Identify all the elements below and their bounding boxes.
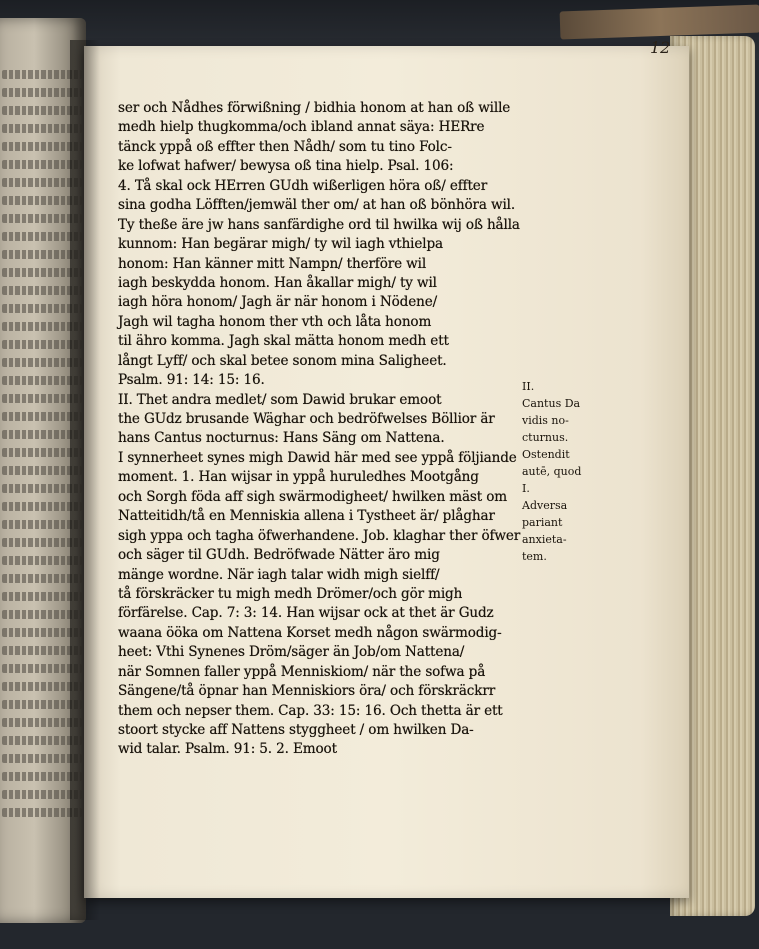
text-line: wid talar. Psalm. 91: 5. 2. Emoot	[118, 741, 337, 758]
gutter-shadow	[70, 40, 100, 920]
text-line: honom: Han känner mitt Nampn/ therföre wil	[118, 255, 427, 272]
text-line: mänge wordne. När iagh talar widh migh sielff/	[118, 566, 440, 583]
margin-note-line: vidis no-	[522, 414, 569, 427]
text-line: them och nepser them. Cap. 33: 15: 16. Och thetta är ett	[118, 702, 503, 719]
text-line: Ty theße äre jw hans sanfärdighe ord til hwilka wij oß hålla	[118, 216, 520, 233]
text-line: moment. 1. Han wijsar in yppå huruledhes Mootgång	[118, 469, 479, 486]
margin-note-line: I.	[522, 482, 530, 495]
text-line: the GUdz brusande Wäghar och bedröfwelses Böllior är	[118, 411, 495, 427]
margin-note-line: anxieta-	[522, 533, 567, 546]
text-line: förfärelse. Cap. 7: 3: 14. Han wijsar ock at thet är Gudz	[118, 605, 494, 622]
margin-note-line: Cantus Da	[522, 397, 581, 410]
margin-note-line: Ostendit	[522, 448, 570, 461]
margin-note-line: tem.	[522, 550, 547, 563]
text-line: til ähro komma. Jagh skal mätta honom medh ett	[118, 333, 449, 350]
text-line: Psalm. 91: 14: 15: 16.	[118, 372, 265, 389]
text-line: och Sorgh föda aff sigh swärmodigheet/ hwilken mäst om	[118, 488, 507, 505]
margin-note-line: Adversa	[522, 499, 568, 512]
margin-notes	[522, 378, 581, 565]
text-line: Jagh wil tagha honom ther vth och låta honom	[118, 313, 432, 330]
text-line: tå förskräcker tu migh medh Drömer/och gör migh	[118, 585, 463, 602]
text-line: hans Cantus nocturnus: Hans Säng om Nattena.	[118, 430, 445, 447]
text-line: iagh höra honom/ Jagh är när honom i Nödene/	[118, 294, 438, 311]
text-line: när Somnen faller yppå Menniskiom/ när the sofwa på	[118, 663, 486, 680]
body-text	[118, 99, 523, 760]
text-line: medh hielp thugkomma/och ibland annat säya: HERre	[118, 119, 485, 136]
text-line: iagh beskydda honom. Han åkallar migh/ ty wil	[118, 274, 437, 291]
text-line: heet: Vthi Synenes Dröm/säger än Job/om Nattena/	[118, 644, 465, 661]
text-line: II. Thet andra medlet/ som Dawid brukar emoot	[118, 391, 442, 408]
margin-note-line: II.	[522, 380, 535, 393]
text-line: waana ööka om Nattena Korset medh någon swärmodig-	[118, 624, 502, 641]
text-line: sigh yppa och tagha öfwerhandene. Job. klaghar ther öfwer	[118, 527, 521, 544]
text-line: och säger til GUdh. Bedröfwade Nätter äro mig	[118, 547, 440, 564]
text-line: I synnerheet synes migh Dawid här med see yppå följiande	[118, 449, 517, 466]
text-line: ser och Nådhes förwißning / bidhia honom at han oß wille	[118, 100, 511, 116]
page-number: 12	[650, 38, 671, 57]
margin-note-line: cturnus.	[522, 431, 569, 444]
text-line: tänck yppå oß effter then Nådh/ som tu tino Folc-	[118, 138, 452, 155]
text-line: långt Lyff/ och skal betee sonom mina Saligheet.	[118, 352, 447, 369]
text-line: Natteitidh/tå en Menniskia allena i Tystheet är/ plåghar	[118, 508, 495, 525]
margin-note-line: pariant	[522, 516, 563, 529]
text-line: 4. Tå skal ock HErren GUdh wißerligen höra oß/ effter	[118, 177, 488, 194]
text-line: ke lofwat hafwer/ bewysa oß tina hielp. Psal. 106:	[118, 158, 454, 175]
text-line: stoort stycke aff Nattens styggheet / om hwilken Da-	[118, 722, 474, 738]
text-line: kunnom: Han begärar migh/ ty wil iagh vthielpa	[118, 236, 443, 253]
text-line: Sängene/tå öpnar han Menniskiors öra/ och förskräckrr	[118, 683, 496, 700]
margin-note-line: autē, quod	[522, 465, 582, 478]
text-line: sina godha Löfften/jemwäl ther om/ at han oß bönhöra wil.	[118, 197, 516, 214]
